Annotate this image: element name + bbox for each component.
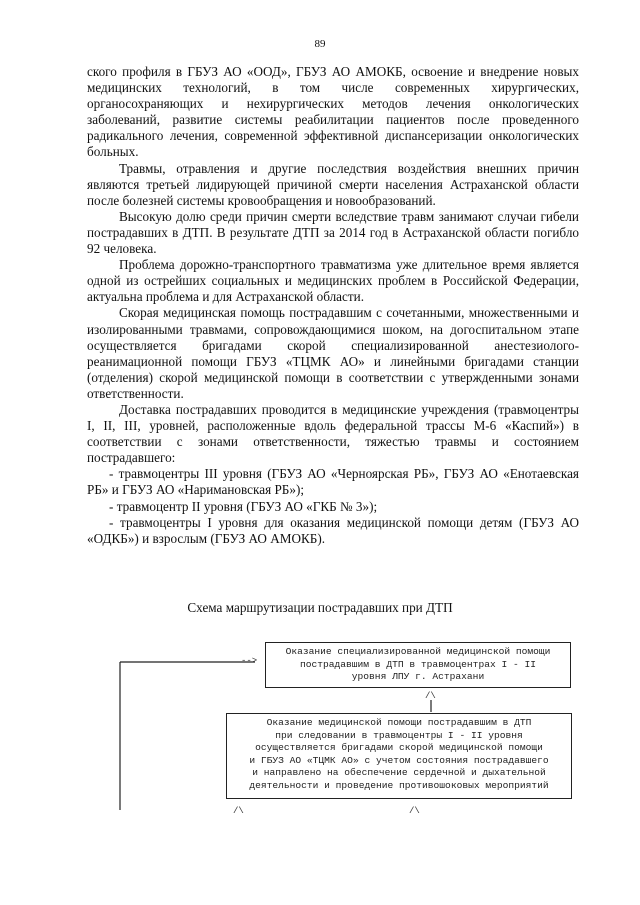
- box2-line-5: и направлено на обеспечение сердечной и дыхательной: [252, 767, 546, 779]
- box1-line-1: Оказание специализированной медицинской помощи: [285, 646, 551, 657]
- paragraph-3: Высокую долю среди причин смерти вследствие травм занимают случаи гибели пострадавших в ДТП. В результате ДТП за 2014 год в Астраханской области погибло 92 человека.: [87, 208, 579, 257]
- paragraph-1: ского профиля в ГБУЗ АО «ООД», ГБУЗ АО АМОКБ, освоение и внедрение новых медицинских технологий, в том числе современных хирургических, органосохраняющих и нехирургических методов лечения онкологических заболеваний, развитие системы реабилитации пациентов после проведенного радикального лечения, современной эффективной диспансеризации онкологических больных.: [87, 64, 579, 160]
- arrow-up-icon: /\: [425, 691, 436, 701]
- paragraph-6: Доставка пострадавших проводится в медицинские учреждения (травмоцентры I, II, III, уровней, расположенные вдоль федеральной трассы М-6 «Каспий») в соответствии с зонами ответственности, тяжестью травмы и состоянием пострадавшего:: [87, 401, 579, 466]
- box2-line-2: при следовании в травмоцентры I - II уровня: [275, 729, 523, 741]
- box2-line-4: и ГБУЗ АО «ТЦМК АО» с учетом состояния пострадавшего: [249, 754, 549, 766]
- list-item-level-1: - травмоцентры I уровня для оказания медицинской помощи детям (ГБУЗ АО «ОДКБ») и взрослым (ГБУЗ АО АМОКБ).: [87, 514, 579, 546]
- arrow-right-icon: -->: [241, 656, 258, 666]
- list-item-level-2: - травмоцентр II уровня (ГБУЗ АО «ГКБ № 3»);: [109, 498, 378, 514]
- arrow-up-icon: /\: [409, 806, 420, 816]
- box-specialized-care: [265, 642, 571, 688]
- box2-line-6: деятельности и проведение противошоковых мероприятий: [249, 779, 549, 791]
- scheme-title: Схема маршрутизации пострадавших при ДТП: [187, 600, 453, 615]
- paragraph-2: Травмы, отравления и другие последствия воздействия внешних причин являются третьей лидирующей причиной смерти населения Астраханской области после болезней системы кровообращения и новообразований.: [87, 160, 579, 208]
- paragraph-4: Проблема дорожно-транспортного травматизма уже длительное время является одной из острейших социальных и медицинских проблем в Российской Федерации, актуальна проблема и для Астраханской области.: [87, 257, 579, 305]
- arrow-up-icon: /\: [233, 806, 244, 816]
- paragraph-5: Скорая медицинская помощь пострадавшим с сочетанными, множественными и изолированными травмами, сопровождающимися шоком, на догоспитальном этапе осуществляется бригадами скорой специализированной анестезиолого-реанимационной помощи ГБУЗ «ТЦМК АО» и линейными бригадами станции (отделения) скорой медицинской помощи в соответствии с утвержденными зонами ответственности.: [87, 305, 579, 401]
- box-en-route-care: [226, 713, 572, 799]
- list-item-level-3: - травмоцентры III уровня (ГБУЗ АО «Черноярская РБ», ГБУЗ АО «Енотаевская РБ» и ГБУЗ АО «Наримановская РБ»);: [87, 466, 579, 498]
- box1-line-2: пострадавшим в ДТП в травмоцентрах I - II: [299, 658, 537, 670]
- box2-line-1: Оказание медицинской помощи пострадавшим в ДТП: [266, 717, 532, 728]
- page-number: 89: [314, 38, 326, 50]
- box1-line-3: уровня ЛПУ г. Астрахани: [351, 671, 485, 683]
- box2-line-3: осуществляется бригадами скорой медицинской помощи: [255, 742, 543, 754]
